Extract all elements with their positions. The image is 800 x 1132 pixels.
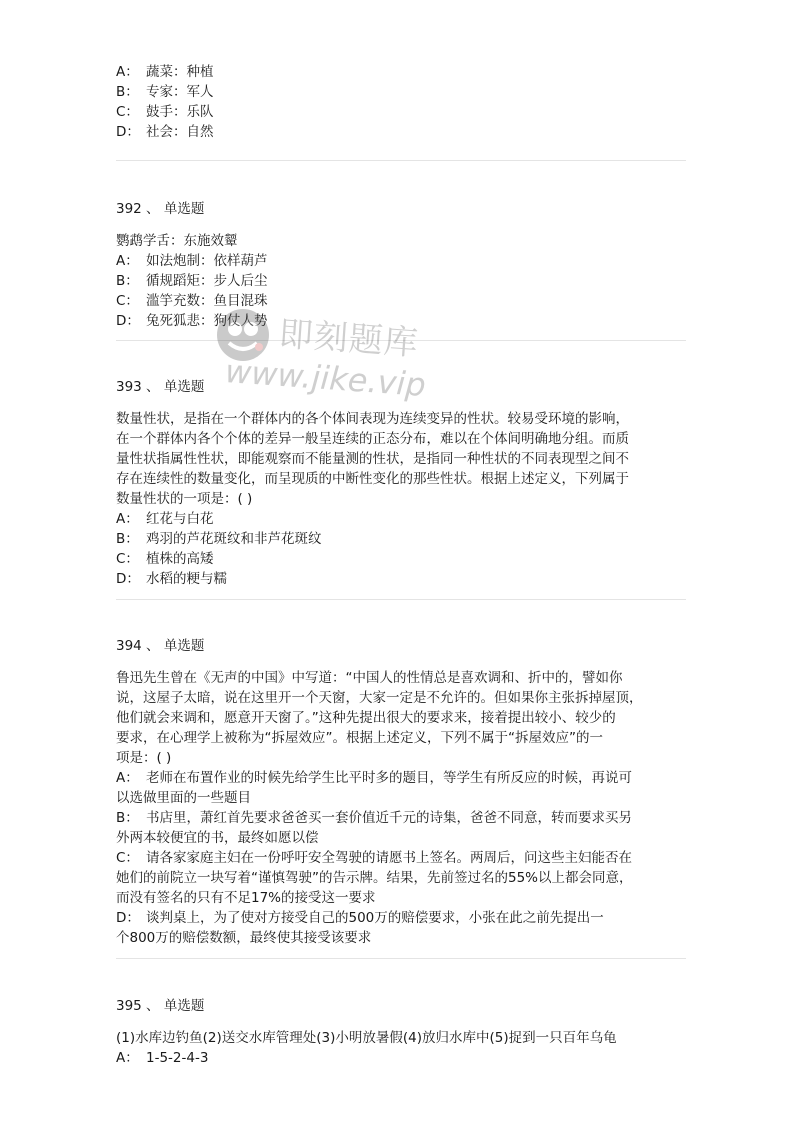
option-c[interactable]: C： 滥竽充数：鱼目混珠 [116, 293, 268, 309]
option-a[interactable]: A： 1-5-2-4-3 [116, 1050, 209, 1066]
option-c[interactable]: C： 请各家家庭主妇在一份呼吁安全驾驶的请愿书上签名。两周后，问这些主妇能否在 她们的前院立一块写着“谨慎驾驶”的告示牌。结果，先前签过名的55%以上都会同意， 而没有签名的只有不足17%的接受这一要求 [116, 850, 633, 906]
question-header: 392 、 单选题 [116, 201, 205, 217]
question-header: 395 、 单选题 [116, 998, 205, 1014]
question-stem-line: 项是：( ) [116, 750, 172, 766]
question-stem-line: 量性状指属性性状，即能观察而不能量测的性状，是指同一种性状的不同表现型之间不 [116, 451, 629, 467]
option-d[interactable]: D： 社会：自然 [116, 124, 214, 140]
option-a[interactable]: A： 红花与白花 [116, 511, 214, 527]
question-393 [116, 377, 686, 589]
option-a[interactable]: A： 蔬菜：种植 [116, 64, 214, 80]
question-header: 394 、 单选题 [116, 638, 205, 654]
question-stem-line: 数量性状的一项是：( ) [116, 491, 253, 507]
watermark-url: www.jike.vip [223, 352, 428, 404]
question-stem-line: 数量性状，是指在一个群体内的各个体间表现为连续变异的性状。较易受环境的影响， [116, 411, 629, 427]
question-stem: 鹦鹉学舌：东施效颦 [116, 233, 238, 249]
question-stem-line: 说，这屋子太暗，说在这里开一个天窗，大家一定是不允许的。但如果你主张拆掉屋顶， [116, 690, 643, 706]
option-a[interactable]: A： 老师在布置作业的时候先给学生比平时多的题目，等学生有所反应的时候，再说可 以选做里面的一些题目 [116, 770, 632, 806]
option-a[interactable]: A： 如法炮制：依样葫芦 [116, 253, 268, 269]
prev-question-options [116, 62, 686, 142]
watermark-name: 即刻题库 [277, 314, 420, 364]
question-394 [116, 636, 686, 948]
question-stem-line: 在一个群体内各个个体的差异一般呈连续的正态分布，难以在个体间明确地分组。而质 [116, 431, 629, 447]
question-stem: (1)水库边钓鱼(2)送交水库管理处(3)小明放暑假(4)放归水库中(5)捉到一只百年乌龟 [116, 1030, 617, 1046]
question-divider [116, 340, 686, 341]
question-395 [116, 996, 686, 1068]
option-c[interactable]: C： 鼓手：乐队 [116, 104, 214, 120]
question-stem-line: 他们就会来调和，愿意开天窗了。”这种先提出很大的要求来，接着提出较小、较少的 [116, 710, 616, 726]
option-b[interactable]: B： 循规蹈矩：步人后尘 [116, 273, 268, 289]
question-header: 393 、 单选题 [116, 379, 205, 395]
option-c[interactable]: C： 植株的高矮 [116, 551, 214, 567]
question-divider [116, 599, 686, 600]
question-divider [116, 160, 686, 161]
option-b[interactable]: B： 鸡羽的芦花斑纹和非芦花斑纹 [116, 531, 322, 547]
question-stem-line: 存在连续性的数量变化，而呈现质的中断性变化的那些性状。根据上述定义，下列属于 [116, 471, 629, 487]
question-divider [116, 958, 686, 959]
option-d[interactable]: D： 兔死狐悲：狗仗人势 [116, 313, 268, 329]
question-392 [116, 199, 686, 331]
option-d[interactable]: D： 水稻的粳与糯 [116, 571, 227, 587]
question-stem-line: 鲁迅先生曾在《无声的中国》中写道：“中国人的性情总是喜欢调和、折中的，譬如你 [116, 670, 623, 686]
option-b[interactable]: B： 专家：军人 [116, 84, 214, 100]
option-b[interactable]: B： 书店里，萧红首先要求爸爸买一套价值近千元的诗集，爸爸不同意，转而要求买另 外两本较便宜的书，最终如愿以偿 [116, 810, 632, 846]
question-stem-line: 要求，在心理学上被称为“拆屋效应”。根据上述定义，下列不属于“拆屋效应”的一 [116, 730, 603, 746]
option-d[interactable]: D： 谈判桌上，为了使对方接受自己的500万的赔偿要求，小张在此之前先提出一 个800万的赔偿数额，最终使其接受该要求 [116, 910, 604, 946]
